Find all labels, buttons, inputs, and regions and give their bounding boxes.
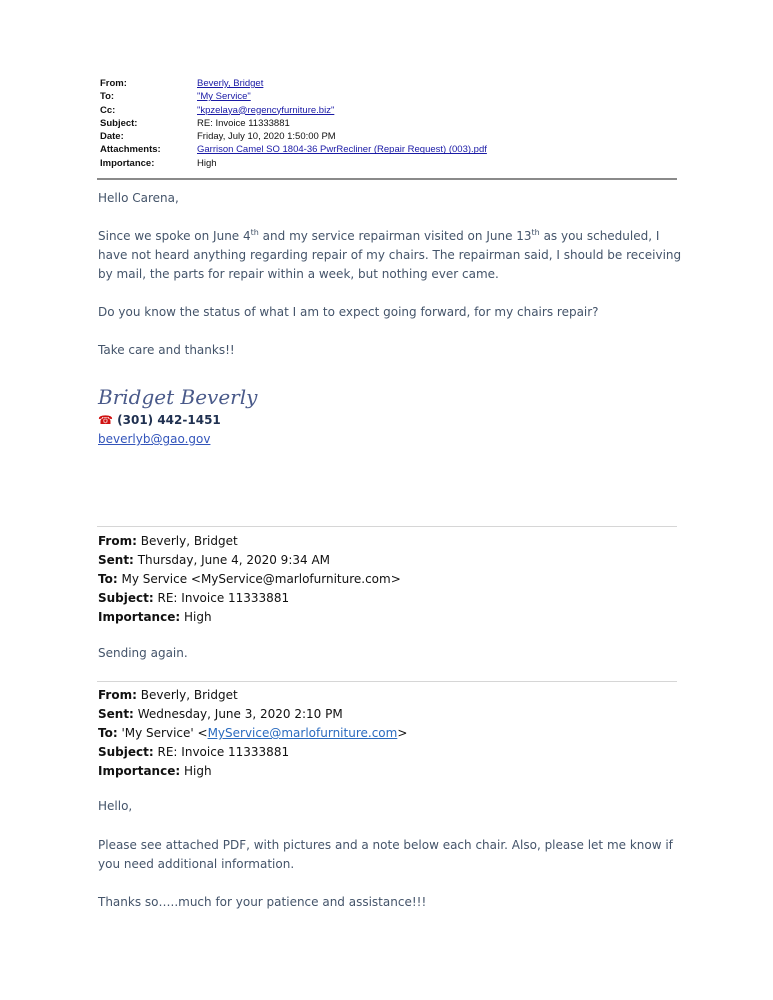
greeting: Hello Carena, [98, 191, 179, 205]
phone-icon: ☎ [98, 413, 113, 427]
p1-sup-1: th [250, 228, 259, 237]
attachment-link[interactable]: Garrison Camel SO 1804-36 PwrRecliner (Repair Request) (003).pdf [197, 144, 487, 156]
to-link[interactable]: "My Service" [197, 91, 251, 103]
f2-paragraph-2: Thanks so…..much for your patience and assistance!!! [98, 895, 427, 909]
p1-sup-2: th [531, 228, 540, 237]
f2-importance: High [183, 764, 212, 778]
f2-greeting: Hello, [98, 799, 133, 813]
f1-from-label: From: [98, 534, 137, 548]
email-header [100, 77, 487, 170]
f2-sent: Wednesday, June 3, 2020 2:10 PM [137, 707, 343, 721]
f1-subject-label: Subject: [98, 591, 154, 605]
cc-label: Cc: [100, 104, 116, 116]
f2-to-suffix: > [397, 726, 408, 740]
importance-value: High [197, 157, 217, 169]
p1-text-b: and my service repairman visited on June 13 [258, 229, 532, 243]
f1-to-label: To: [98, 572, 118, 586]
paragraph-3: Take care and thanks!! [98, 343, 235, 357]
f2-sent-label: Sent: [98, 707, 134, 721]
signature: Bridget Beverly [98, 385, 258, 409]
f1-to: My Service <MyService@marlofurniture.com> [121, 572, 401, 586]
f2-from: Beverly, Bridget [140, 688, 238, 702]
date-value: Friday, July 10, 2020 1:50:00 PM [197, 131, 336, 143]
forward-2 [98, 686, 683, 912]
header-divider [97, 178, 677, 180]
f1-importance: High [183, 610, 212, 624]
f2-to-link[interactable]: MyService@marlofurniture.com [207, 726, 398, 740]
forward-1 [98, 532, 401, 663]
f2-to-prefix: 'My Service' < [121, 726, 208, 740]
from-link[interactable]: Beverly, Bridget [197, 78, 264, 89]
f2-paragraph-1: Please see attached PDF, with pictures and a note below each chair. Also, please let me know if you need additional information. [98, 838, 673, 871]
subject-label: Subject: [100, 117, 138, 129]
f1-from: Beverly, Bridget [140, 534, 238, 548]
importance-label: Importance: [100, 157, 155, 169]
phone-number: (301) 442-1451 [117, 413, 221, 427]
subject-value: RE: Invoice 11333881 [197, 117, 290, 129]
message-body [98, 189, 683, 360]
p1-text-c: as you scheduled, I have not heard anything regarding repair of my chairs. The repairman said, I should be receiving by mail, the parts for repair within a week, but nothing ever came. [98, 229, 682, 281]
f2-from-label: From: [98, 688, 137, 702]
f1-sent: Thursday, June 4, 2020 9:34 AM [137, 553, 331, 567]
email-link[interactable]: beverlyb@gao.gov [98, 432, 211, 446]
f2-subject: RE: Invoice 11333881 [157, 745, 290, 759]
f2-importance-label: Importance: [98, 764, 181, 778]
phone-line [98, 413, 221, 427]
paragraph-2: Do you know the status of what I am to expect going forward, for my chairs repair? [98, 305, 599, 319]
f1-sent-label: Sent: [98, 553, 134, 567]
f1-subject: RE: Invoice 11333881 [157, 591, 290, 605]
cc-link[interactable]: "kpzelaya@regencyfurniture.biz" [197, 104, 335, 116]
from-label: From: [100, 78, 127, 89]
p1-text-a: Since we spoke on June 4 [98, 229, 251, 243]
paragraph-1 [98, 227, 683, 284]
date-label: Date: [100, 131, 124, 143]
attachments-label: Attachments: [100, 144, 161, 156]
forward-divider-1 [97, 526, 677, 527]
forward-divider-2 [97, 681, 677, 682]
to-label: To: [100, 91, 115, 103]
f2-to-label: To: [98, 726, 118, 740]
f1-importance-label: Importance: [98, 610, 181, 624]
f2-subject-label: Subject: [98, 745, 154, 759]
f1-body: Sending again. [98, 646, 188, 660]
